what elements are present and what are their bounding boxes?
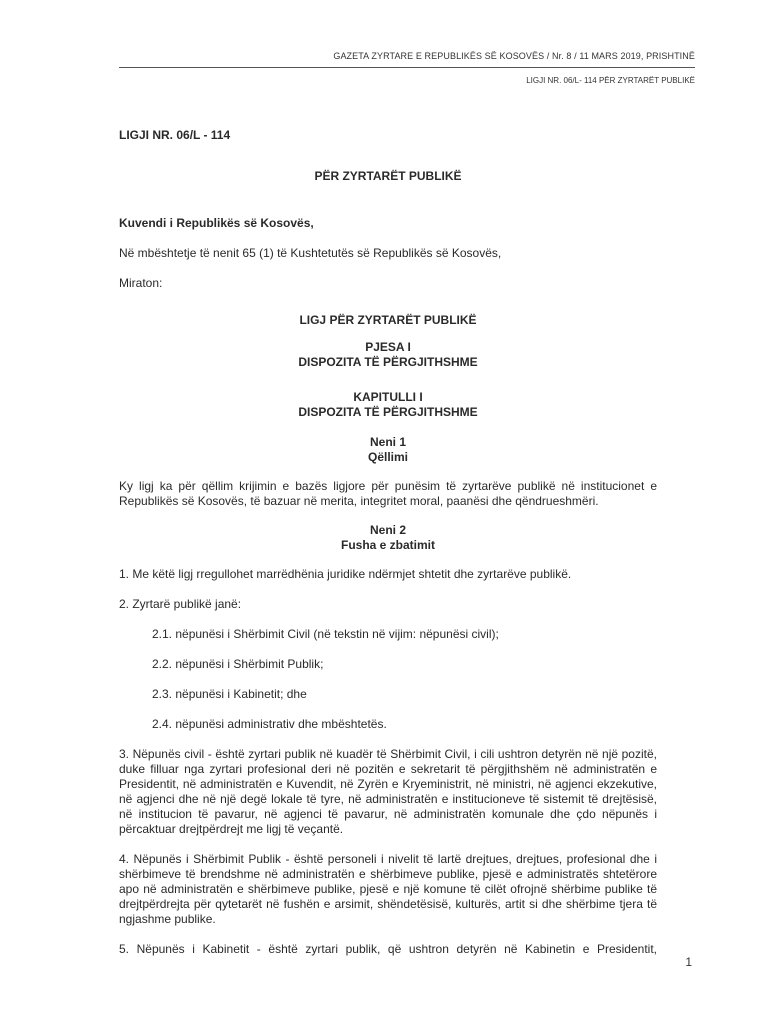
chapter-heading (119, 390, 657, 420)
article-2-heading (119, 523, 657, 553)
chapter-label: KAPITULLI I (353, 390, 423, 404)
law-subject: PËR ZYRTARËT PUBLIKË (314, 169, 462, 183)
article-2-label: Neni 2 (369, 523, 406, 537)
chapter-title: DISPOZITA TË PËRGJITHSHME (298, 405, 478, 419)
adopts-label: Miraton: (119, 276, 163, 290)
legal-basis: Në mbështetje të nenit 65 (1) të Kushtetutës së Republikës së Kosovës, (119, 246, 502, 260)
article-2-paragraph-4: 4. Nëpunës i Shërbimit Publik - është personeli i nivelit të lartë drejtues, drejtues, profesional dhe i shërbimeve të brendshme në administratën e shërbimeve publike, pjesë e administratës shtetërore apo në administratën e shërbimeve publike, pjesë e një komune të cilët ofrojnë shërbime publike të drejtpërdrejta për qytetarët në fushën e arsimit, shëndetësisë, kulturës, artit si dhe shërbime tjera të ngjashme publike. (119, 852, 657, 926)
article-2-item-2-3: 2.3. nëpunësi i Kabinetit; dhe (152, 687, 307, 701)
article-2-paragraph-5: 5. Nëpunës i Kabinetit - është zyrtari publik, që ushtron detyrën në Kabinetin e Presidentit, (119, 942, 657, 956)
article-2-paragraph-3: 3. Nëpunës civil - është zyrtari publik në kuadër të Shërbimit Civil, i cili ushtron detyrën në një pozitë, duke filluar nga zyrtari profesional deri në pozitën e sekretarit të përgjithshëm në administratën e Presidentit, në administratën e Kuvendit, në Zyrën e Kryeministrit, në ministri, në agjenci ekzekutive, në agjenci dhe në një degë lokale të tyre, në administratën e institucioneve të sistemit të drejtësisë, në institucion të pavarur, në agjenci të pavarur, në administratën komunale dhe çdo nëpunës i përcaktuar drejtpërdrejt me ligj të veçantë. (119, 747, 657, 836)
header-divider (119, 67, 695, 68)
part-title: DISPOZITA TË PËRGJITHSHME (298, 355, 478, 369)
article-1-text: Ky ligj ka për qëllim krijimin e bazës ligjore për punësim të zyrtarëve publikë në institucionet e Republikës së Kosovës, të bazuar në merita, integritet moral, paanësi dhe qëndrueshmëri. (119, 479, 657, 508)
law-number: LIGJI NR. 06/L - 114 (119, 128, 231, 142)
article-2-title: Fusha e zbatimit (340, 538, 435, 552)
assembly-name: Kuvendi i Republikës së Kosovës, (119, 216, 314, 230)
document-body (119, 128, 657, 972)
part-label: PJESA I (365, 340, 411, 354)
article-2-item-2-1: 2.1. nëpunësi i Shërbimit Civil (në tekstin në vijim: nëpunësi civil); (152, 627, 499, 641)
article-2-item-2-2: 2.2. nëpunësi i Shërbimit Publik; (152, 657, 324, 671)
gazette-header: GAZETA ZYRTARE E REPUBLIKËS SË KOSOVËS / Nr. 8 / 11 MARS 2019, PRISHTINË (333, 51, 695, 61)
article-2-paragraph-1: 1. Me këtë ligj rregullohet marrëdhënia juridike ndërmjet shtetit dhe zyrtarëve publikë. (119, 567, 572, 581)
article-2-item-2-4: 2.4. nëpunësi administrativ dhe mbështetës. (152, 717, 387, 731)
law-title: LIGJ PËR ZYRTARËT PUBLIKË (299, 313, 477, 327)
article-1-label: Neni 1 (369, 435, 406, 449)
article-2-paragraph-2: 2. Zyrtarë publikë janë: (119, 597, 242, 611)
article-1-title: Qëllimi (367, 450, 408, 464)
part-heading (119, 340, 657, 370)
article-1-heading (119, 435, 657, 465)
page-number: 1 (685, 955, 692, 969)
law-running-header: LIGJI NR. 06/L- 114 PËR ZYRTARËT PUBLIKË (526, 76, 695, 85)
